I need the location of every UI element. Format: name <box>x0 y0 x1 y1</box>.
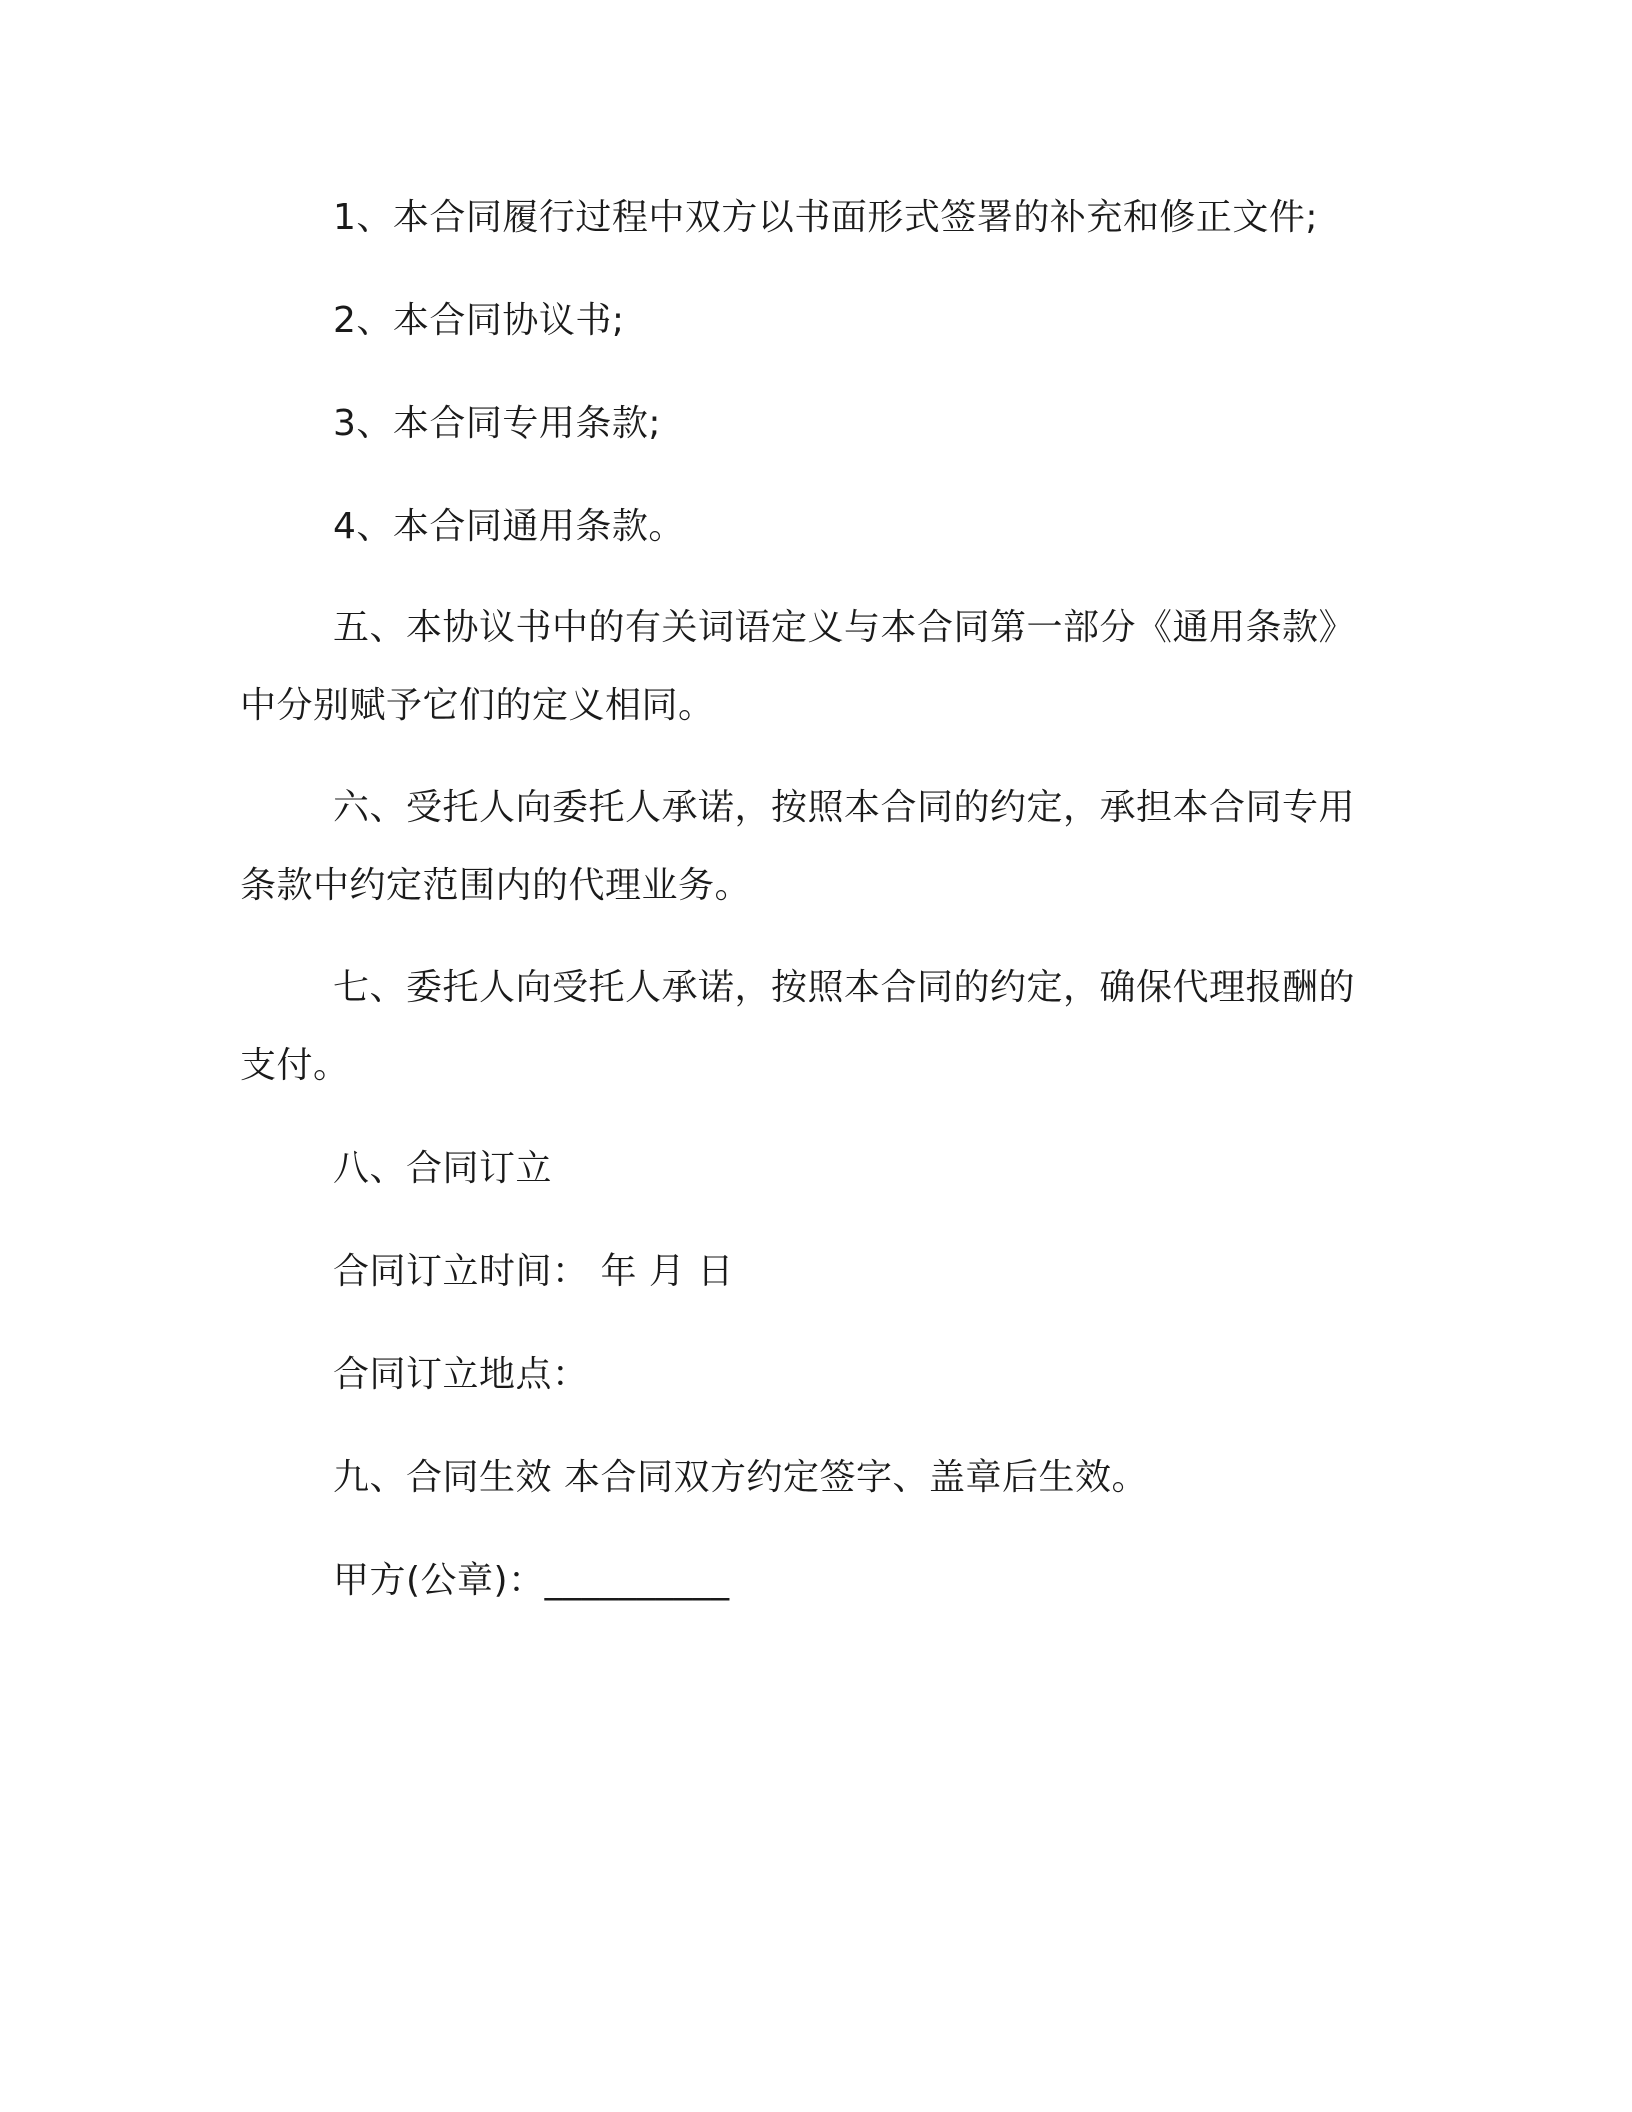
list-item: 4、本合同通用条款。 <box>333 506 685 547</box>
clause-5-line-1: 五、本协议书中的有关词语定义与本合同第一部分《通用条款》 <box>333 607 1356 648</box>
contract-date-line: 合同订立时间： 年 月 日 <box>333 1251 734 1292</box>
clause-6-line-1: 六、受托人向委托人承诺，按照本合同的约定，承担本合同专用 <box>333 787 1356 828</box>
clause-9: 九、合同生效 本合同双方约定签字、盖章后生效。 <box>333 1457 1148 1498</box>
clause-7-line-2: 支付。 <box>240 1045 350 1086</box>
clause-6-line-2: 条款中约定范围内的代理业务。 <box>240 865 752 906</box>
contract-place-line: 合同订立地点： <box>333 1354 589 1395</box>
list-item: 2、本合同协议书; <box>333 300 625 341</box>
list-item: 1、本合同履行过程中双方以书面形式签署的补充和修正文件; <box>333 197 1319 238</box>
clause-5-line-2: 中分别赋予它们的定义相同。 <box>240 685 715 726</box>
clause-8-heading: 八、合同订立 <box>333 1148 553 1189</box>
clause-7-line-1: 七、委托人向受托人承诺，按照本合同的约定，确保代理报酬的 <box>333 967 1356 1008</box>
party-a-signature-line: 甲方(公章)：__________ <box>333 1560 730 1601</box>
list-item: 3、本合同专用条款; <box>333 403 662 444</box>
